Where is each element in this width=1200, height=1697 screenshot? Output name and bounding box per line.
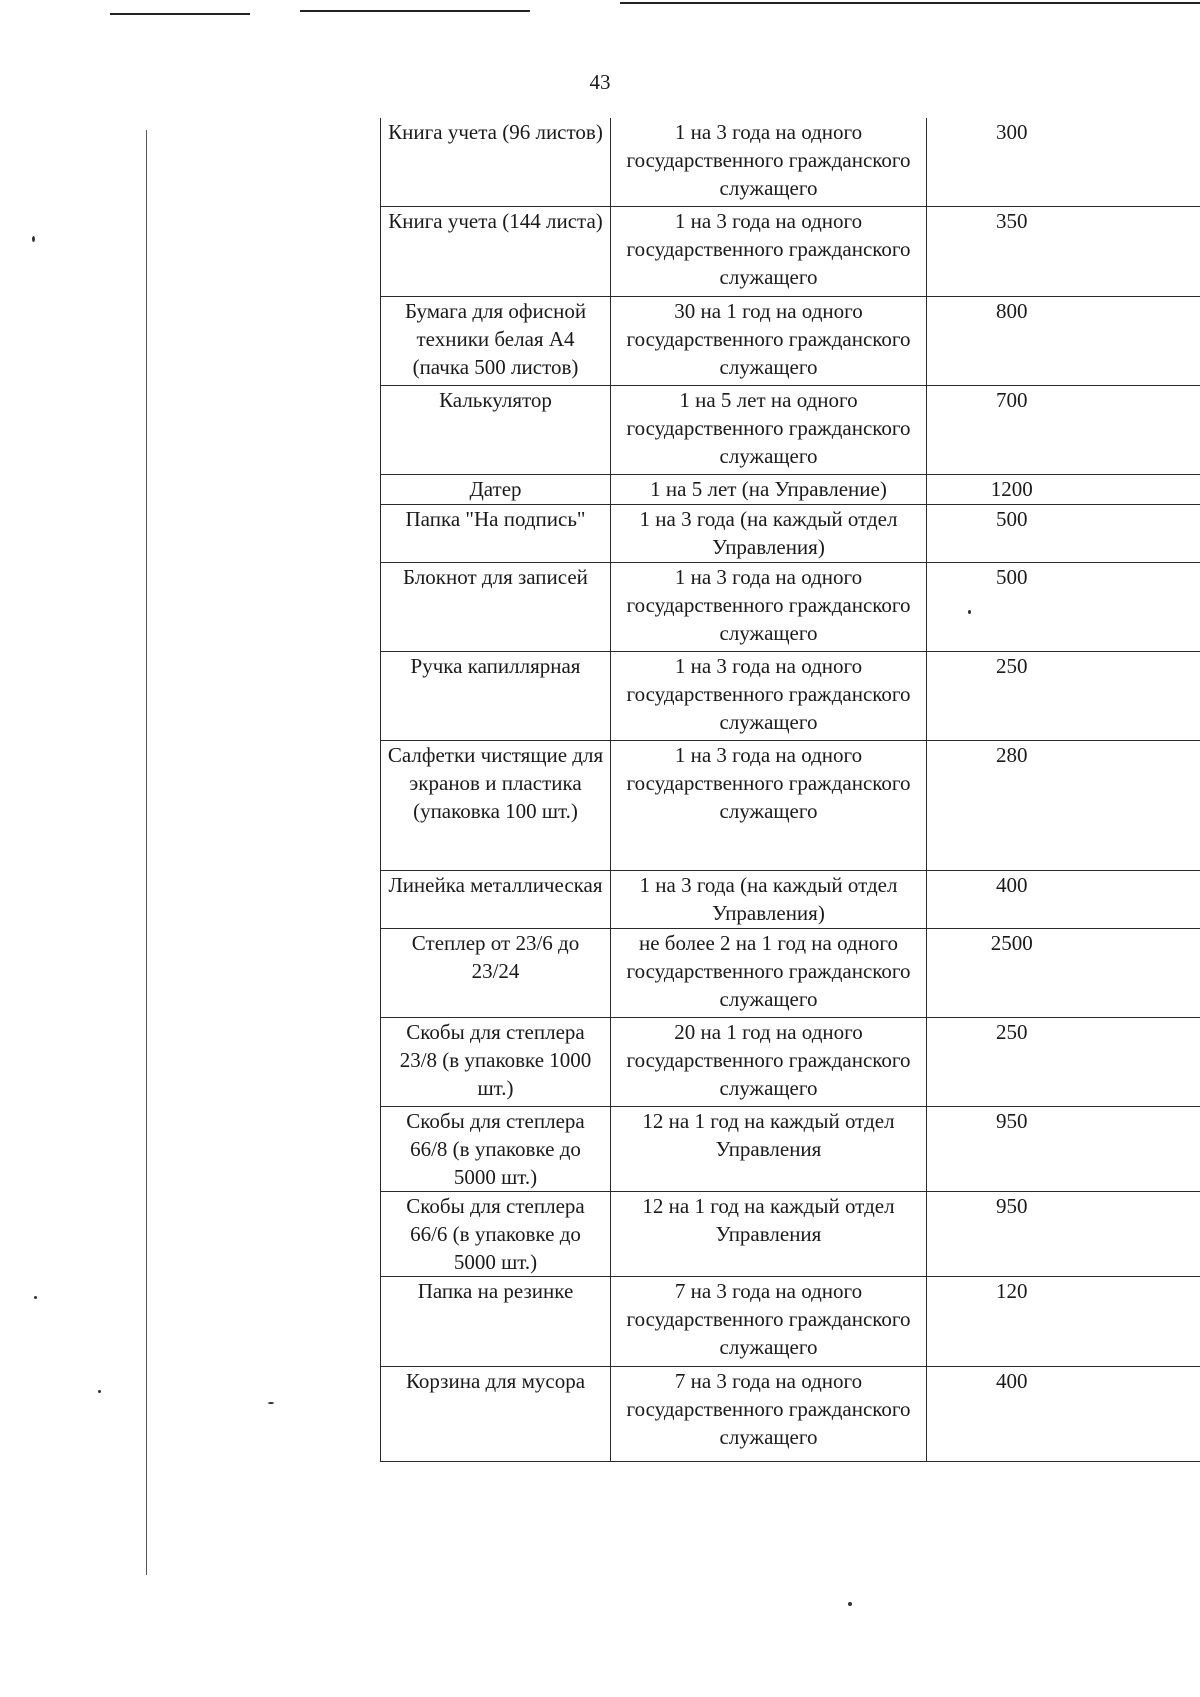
item-norm: 1 на 3 года на одного государственного гражданского служащего [611,118,927,206]
item-name: Скобы для степлера 66/6 (в упаковке до 5000 шт.) [381,1191,611,1276]
item-norm: не более 2 на 1 год на одного государственного гражданского служащего [611,928,927,1017]
item-norm: 1 на 3 года на одного государственного гражданского служащего [611,562,927,651]
page-number: 43 [589,70,611,94]
table-body [381,118,1200,1461]
item-price: 350 [996,208,1028,233]
item-norm: 7 на 3 года на одного государственного гражданского служащего [611,1276,927,1366]
item-price: 250 [996,653,1028,678]
table-row [381,651,1200,740]
item-name: Степлер от 23/6 до 23/24 [381,928,611,1017]
table-row [381,1276,1200,1366]
item-price-cell [927,474,1200,504]
item-norm: 1 на 3 года на одного государственного гражданского служащего [611,206,927,296]
item-price: 250 [996,1019,1028,1044]
table-row [381,740,1200,870]
scan-speck [32,236,35,242]
item-price-cell [927,504,1200,562]
table-row [381,870,1200,928]
item-name: Линейка металлическая [381,870,611,928]
scan-speck [268,1402,274,1404]
table-row [381,385,1200,474]
item-name: Блокнот для записей [381,562,611,651]
item-norm: 1 на 3 года на одного государственного гражданского служащего [611,651,927,740]
item-price: 280 [996,742,1028,767]
table-row [381,562,1200,651]
item-price-cell [927,870,1200,928]
item-name: Бумага для офисной техники белая А4 (пачка 500 листов) [381,296,611,385]
item-name: Папка на резинке [381,1276,611,1366]
scan-edge-line [110,13,250,15]
item-name: Скобы для степлера 66/8 (в упаковке до 5000 шт.) [381,1106,611,1191]
item-price: 800 [996,298,1028,323]
scan-edge-line [620,2,1200,4]
table-row [381,118,1200,206]
item-name: Салфетки чистящие для экранов и пластика (упаковка 100 шт.) [381,740,611,870]
item-price-cell [927,118,1200,206]
table-row [381,1017,1200,1106]
item-name: Датер [381,474,611,504]
item-price: 1200 [990,476,1033,501]
item-price: 500 [996,506,1028,531]
table-row [381,1106,1200,1191]
item-norm: 20 на 1 год на одного государственного гражданского служащего [611,1017,927,1106]
table-row [381,206,1200,296]
item-price: 120 [996,1278,1028,1303]
item-price: 500 [996,564,1028,589]
item-price: 700 [996,387,1028,412]
item-norm: 1 на 3 года на одного государственного гражданского служащего [611,740,927,870]
item-norm: 12 на 1 год на каждый отдел Управления [611,1106,927,1191]
item-price-cell [927,1276,1200,1366]
table-row [381,504,1200,562]
scan-speck [98,1390,101,1393]
item-price: 950 [996,1193,1028,1218]
item-price-cell [927,1106,1200,1191]
item-price: 400 [996,1368,1028,1393]
item-price-cell [927,651,1200,740]
item-name: Папка "На подпись" [381,504,611,562]
scan-speck [848,1602,852,1606]
table-row [381,474,1200,504]
item-price-cell [927,1191,1200,1276]
item-price-cell [927,928,1200,1017]
item-norm: 12 на 1 год на каждый отдел Управления [611,1191,927,1276]
scan-edge-line [300,10,530,12]
item-name: Корзина для мусора [381,1366,611,1461]
item-name: Калькулятор [381,385,611,474]
item-norm: 1 на 3 года (на каждый отдел Управления) [611,870,927,928]
norms-table [380,118,1200,1462]
item-price-cell [927,1366,1200,1461]
item-price-cell [927,385,1200,474]
item-price: 300 [996,120,1028,144]
table-row [381,1191,1200,1276]
table-row [381,928,1200,1017]
item-norm: 30 на 1 год на одного государственного гражданского служащего [611,296,927,385]
item-price-cell [927,1017,1200,1106]
item-name: Ручка капиллярная [381,651,611,740]
item-price: 400 [996,872,1028,897]
item-price: 950 [996,1108,1028,1133]
scan-speck [968,610,971,614]
item-name: Скобы для степлера 23/8 (в упаковке 1000 шт.) [381,1017,611,1106]
margin-line [146,130,147,1575]
table-row [381,1366,1200,1461]
scan-speck [34,1296,37,1299]
table-row [381,296,1200,385]
item-norm: 1 на 5 лет (на Управление) [611,474,927,504]
item-price-cell [927,562,1200,651]
item-norm: 1 на 5 лет на одного государственного гражданского служащего [611,385,927,474]
item-price-cell [927,206,1200,296]
item-name: Книга учета (96 листов) [381,118,611,206]
item-norm: 1 на 3 года (на каждый отдел Управления) [611,504,927,562]
item-price: 2500 [990,930,1033,955]
item-price-cell [927,740,1200,870]
item-norm: 7 на 3 года на одного государственного гражданского служащего [611,1366,927,1461]
item-name: Книга учета (144 листа) [381,206,611,296]
item-price-cell [927,296,1200,385]
